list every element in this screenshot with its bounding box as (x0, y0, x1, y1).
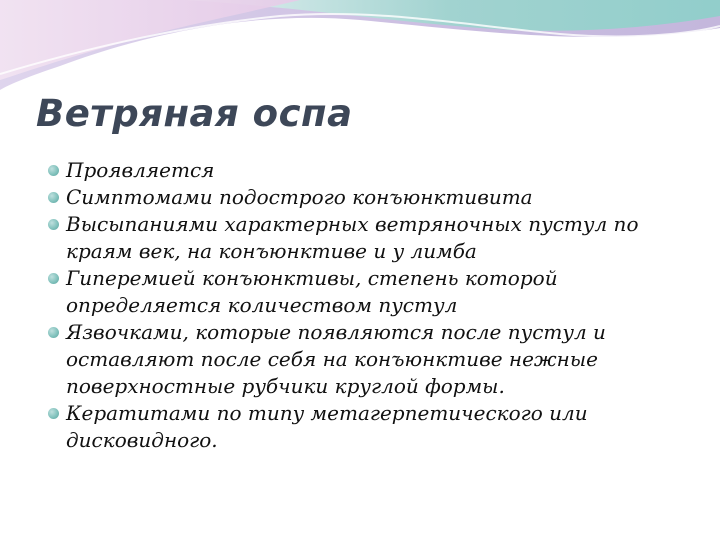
list-item (48, 400, 688, 454)
list-item-text: Проявляется (66, 158, 215, 182)
list-item-text: Гиперемией конъюнктивы, степень которой определяется количеством пустул (66, 266, 558, 317)
list-item-text: Кератитами по типу метагерпетического или дисковидного. (66, 401, 588, 452)
list-item (48, 211, 688, 265)
bullet-list (48, 157, 688, 454)
list-item-text: Высыпаниями характерных ветряночных пустул по краям век, на конъюнктиве и у лимба (66, 212, 639, 263)
round-teal-bullet-icon (48, 192, 59, 203)
round-teal-bullet-icon (48, 165, 59, 176)
list-item (48, 265, 688, 319)
slide-title: Ветряная оспа (36, 92, 353, 135)
list-item-text: Язвочками, которые появляются после пустул и оставляют после себя на конъюнктиве нежные поверхностные рубчики круглой формы. (66, 320, 606, 398)
round-teal-bullet-icon (48, 327, 59, 338)
round-teal-bullet-icon (48, 273, 59, 284)
round-teal-bullet-icon (48, 408, 59, 419)
decorative-wave-header (0, 0, 720, 100)
round-teal-bullet-icon (48, 219, 59, 230)
list-item (48, 184, 688, 211)
list-item (48, 157, 688, 184)
list-item-text: Симптомами подострого конъюнктивита (66, 185, 533, 209)
list-item (48, 319, 688, 400)
